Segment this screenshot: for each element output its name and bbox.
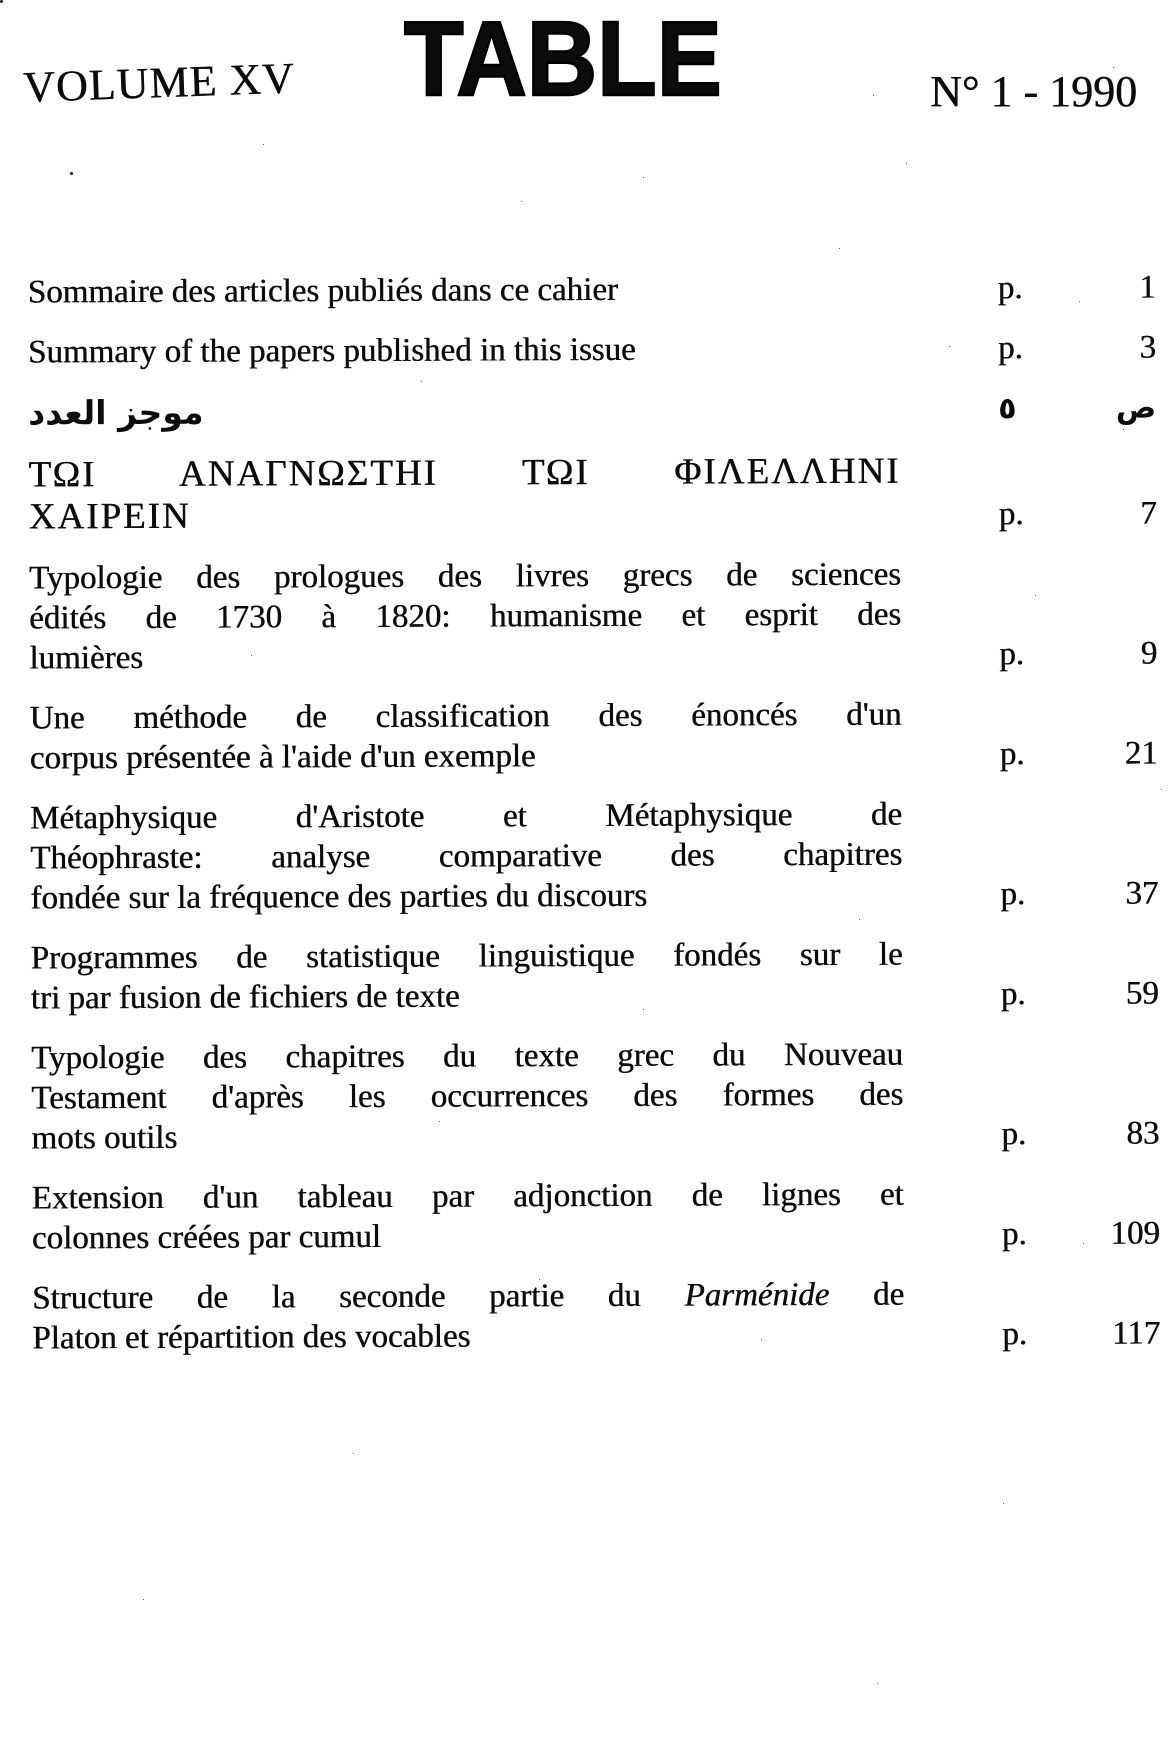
page-number: 1 [1139, 269, 1156, 306]
entry-title-line [31, 1035, 903, 1079]
entry-title [30, 795, 903, 919]
page-number: ٥ [998, 391, 1017, 427]
page-number: 59 [1125, 975, 1159, 1012]
entry-title-line [29, 635, 901, 679]
entry-title-text: Métaphysique d'Aristote et Métaphysique de [29, 796, 903, 837]
entry-title-line [28, 329, 900, 373]
entry-title-text: tri par fusion de fichiers de texte [30, 978, 460, 1017]
toc-entry [29, 554, 1158, 679]
entry-title-text: Théophraste: analyse comparative des chapitres [30, 836, 903, 877]
entry-title [30, 935, 902, 1019]
entry-title-line [28, 269, 900, 313]
page-ref [1001, 974, 1159, 1015]
page-label: p. [998, 496, 1024, 533]
entry-title [28, 389, 900, 435]
toc-entry [30, 794, 1159, 919]
entry-title-text: Summary of the papers published in this issue [27, 331, 636, 371]
entry-title-italic: Parménide [684, 1276, 830, 1314]
entry-title [28, 451, 900, 539]
entry-title-text: ΧΑΙΡΕΙΝ [28, 495, 191, 538]
entry-title [28, 329, 900, 373]
page-ref [1002, 1214, 1160, 1255]
toc-list [28, 268, 1161, 1379]
entry-title-text: colonnes créées par cumul [31, 1218, 381, 1257]
page-number: 117 [1111, 1315, 1161, 1352]
page-number: 37 [1125, 875, 1159, 912]
issue-label: N° 1 - 1990 [930, 67, 1138, 116]
toc-entry [29, 694, 1157, 779]
entry-title-line [29, 595, 901, 639]
page-label: p. [1000, 876, 1026, 913]
toc-entry [28, 388, 1156, 435]
entry-title [32, 1175, 904, 1259]
entry-title-line [32, 1275, 904, 1319]
page-ref [998, 328, 1156, 369]
entry-title-line [30, 875, 902, 919]
page-label: p. [1001, 1116, 1027, 1153]
page-label: p. [997, 270, 1023, 307]
page-number: 9 [1140, 635, 1158, 672]
entry-title-text: corpus présentée à l'aide d'un exemple [29, 738, 536, 777]
entry-title-text: Typologie des chapitres du texte grec du Nouveau [30, 1036, 904, 1077]
entry-title-text: Programmes de statistique linguistique fondés sur le [30, 936, 903, 977]
entry-title-line [32, 1175, 904, 1219]
toc-entry [30, 934, 1158, 1019]
entry-title-line [30, 935, 902, 979]
volume-label: VOLUME XV [22, 53, 296, 113]
entry-title-text: موجز العدد [28, 392, 204, 433]
entry-title-line [29, 695, 901, 739]
entry-title-line [31, 1115, 903, 1159]
entry-title-line [28, 451, 900, 497]
page-label: p. [1001, 1216, 1027, 1253]
page-ref [999, 634, 1157, 675]
toc-entry [32, 1174, 1160, 1259]
page-label: p. [999, 636, 1025, 673]
toc-entry [31, 1034, 1160, 1159]
entry-title [28, 269, 900, 313]
entry-title-text: Sommaire des articles publiés dans ce cahier [27, 271, 618, 311]
entry-title-text: de [829, 1276, 905, 1313]
page-ref [998, 388, 1156, 431]
entry-title-line [32, 1315, 904, 1359]
entry-title [29, 695, 901, 779]
toc-entry [28, 328, 1156, 373]
page-ref [1001, 1114, 1159, 1155]
entry-title-text: Typologie des prologues des livres grecs de sciences [28, 556, 901, 597]
page-ref [1000, 874, 1158, 915]
page-label: ص [1115, 390, 1157, 426]
entry-title-text: Platon et répartition des vocables [32, 1318, 471, 1357]
entry-title-text: Extension d'un tableau par adjonction de lignes et [31, 1176, 904, 1217]
entry-title-text: Une méthode de classification des énoncés d'un [29, 696, 902, 737]
page-label: p. [999, 736, 1025, 773]
entry-title-text: lumières [29, 639, 143, 677]
entry-title-line [28, 389, 900, 435]
entry-title-line [31, 1075, 903, 1119]
page-title: TABLE [404, 0, 722, 118]
toc-entry [28, 450, 1156, 539]
page-number: 21 [1124, 735, 1158, 772]
entry-title-line [32, 1215, 904, 1259]
page-ref [1002, 1314, 1160, 1355]
page-ref [998, 268, 1156, 309]
page-number: 109 [1110, 1215, 1160, 1252]
entry-title [29, 555, 902, 679]
entry-title-line [30, 835, 902, 879]
entry-title-line [31, 975, 903, 1019]
page-header [0, 0, 1174, 160]
page-label: p. [997, 330, 1023, 367]
entry-title [31, 1035, 904, 1159]
page-label: p. [1000, 976, 1026, 1013]
page-number: 7 [1140, 495, 1157, 532]
entry-title-text: ΤΩΙ ΑΝΑΓΝΩΣΤΗΙ ΤΩΙ ΦΙΛΕΛΛΗΝΙ [28, 450, 901, 496]
entry-title-line [29, 555, 901, 599]
entry-title-line [30, 735, 902, 779]
entry-title-text: Testament d'après les occurrences des formes des [31, 1076, 904, 1117]
toc-entry [32, 1274, 1160, 1359]
page-ref [999, 494, 1157, 535]
page-number: 3 [1139, 329, 1157, 366]
entry-title-text: Structure de la seconde partie du [31, 1277, 685, 1317]
page-label: p. [1002, 1316, 1028, 1353]
entry-title [32, 1275, 904, 1359]
toc-entry [28, 268, 1156, 313]
entry-title-text: mots outils [31, 1119, 178, 1157]
page-number: 83 [1126, 1115, 1160, 1152]
entry-title-text: édités de 1730 à 1820: humanisme et esprit des [29, 596, 902, 637]
entry-title-line [30, 795, 902, 839]
entry-title-line [29, 493, 901, 539]
entry-title-text: fondée sur la fréquence des parties du discours [30, 877, 648, 917]
page-ref [1000, 734, 1158, 775]
